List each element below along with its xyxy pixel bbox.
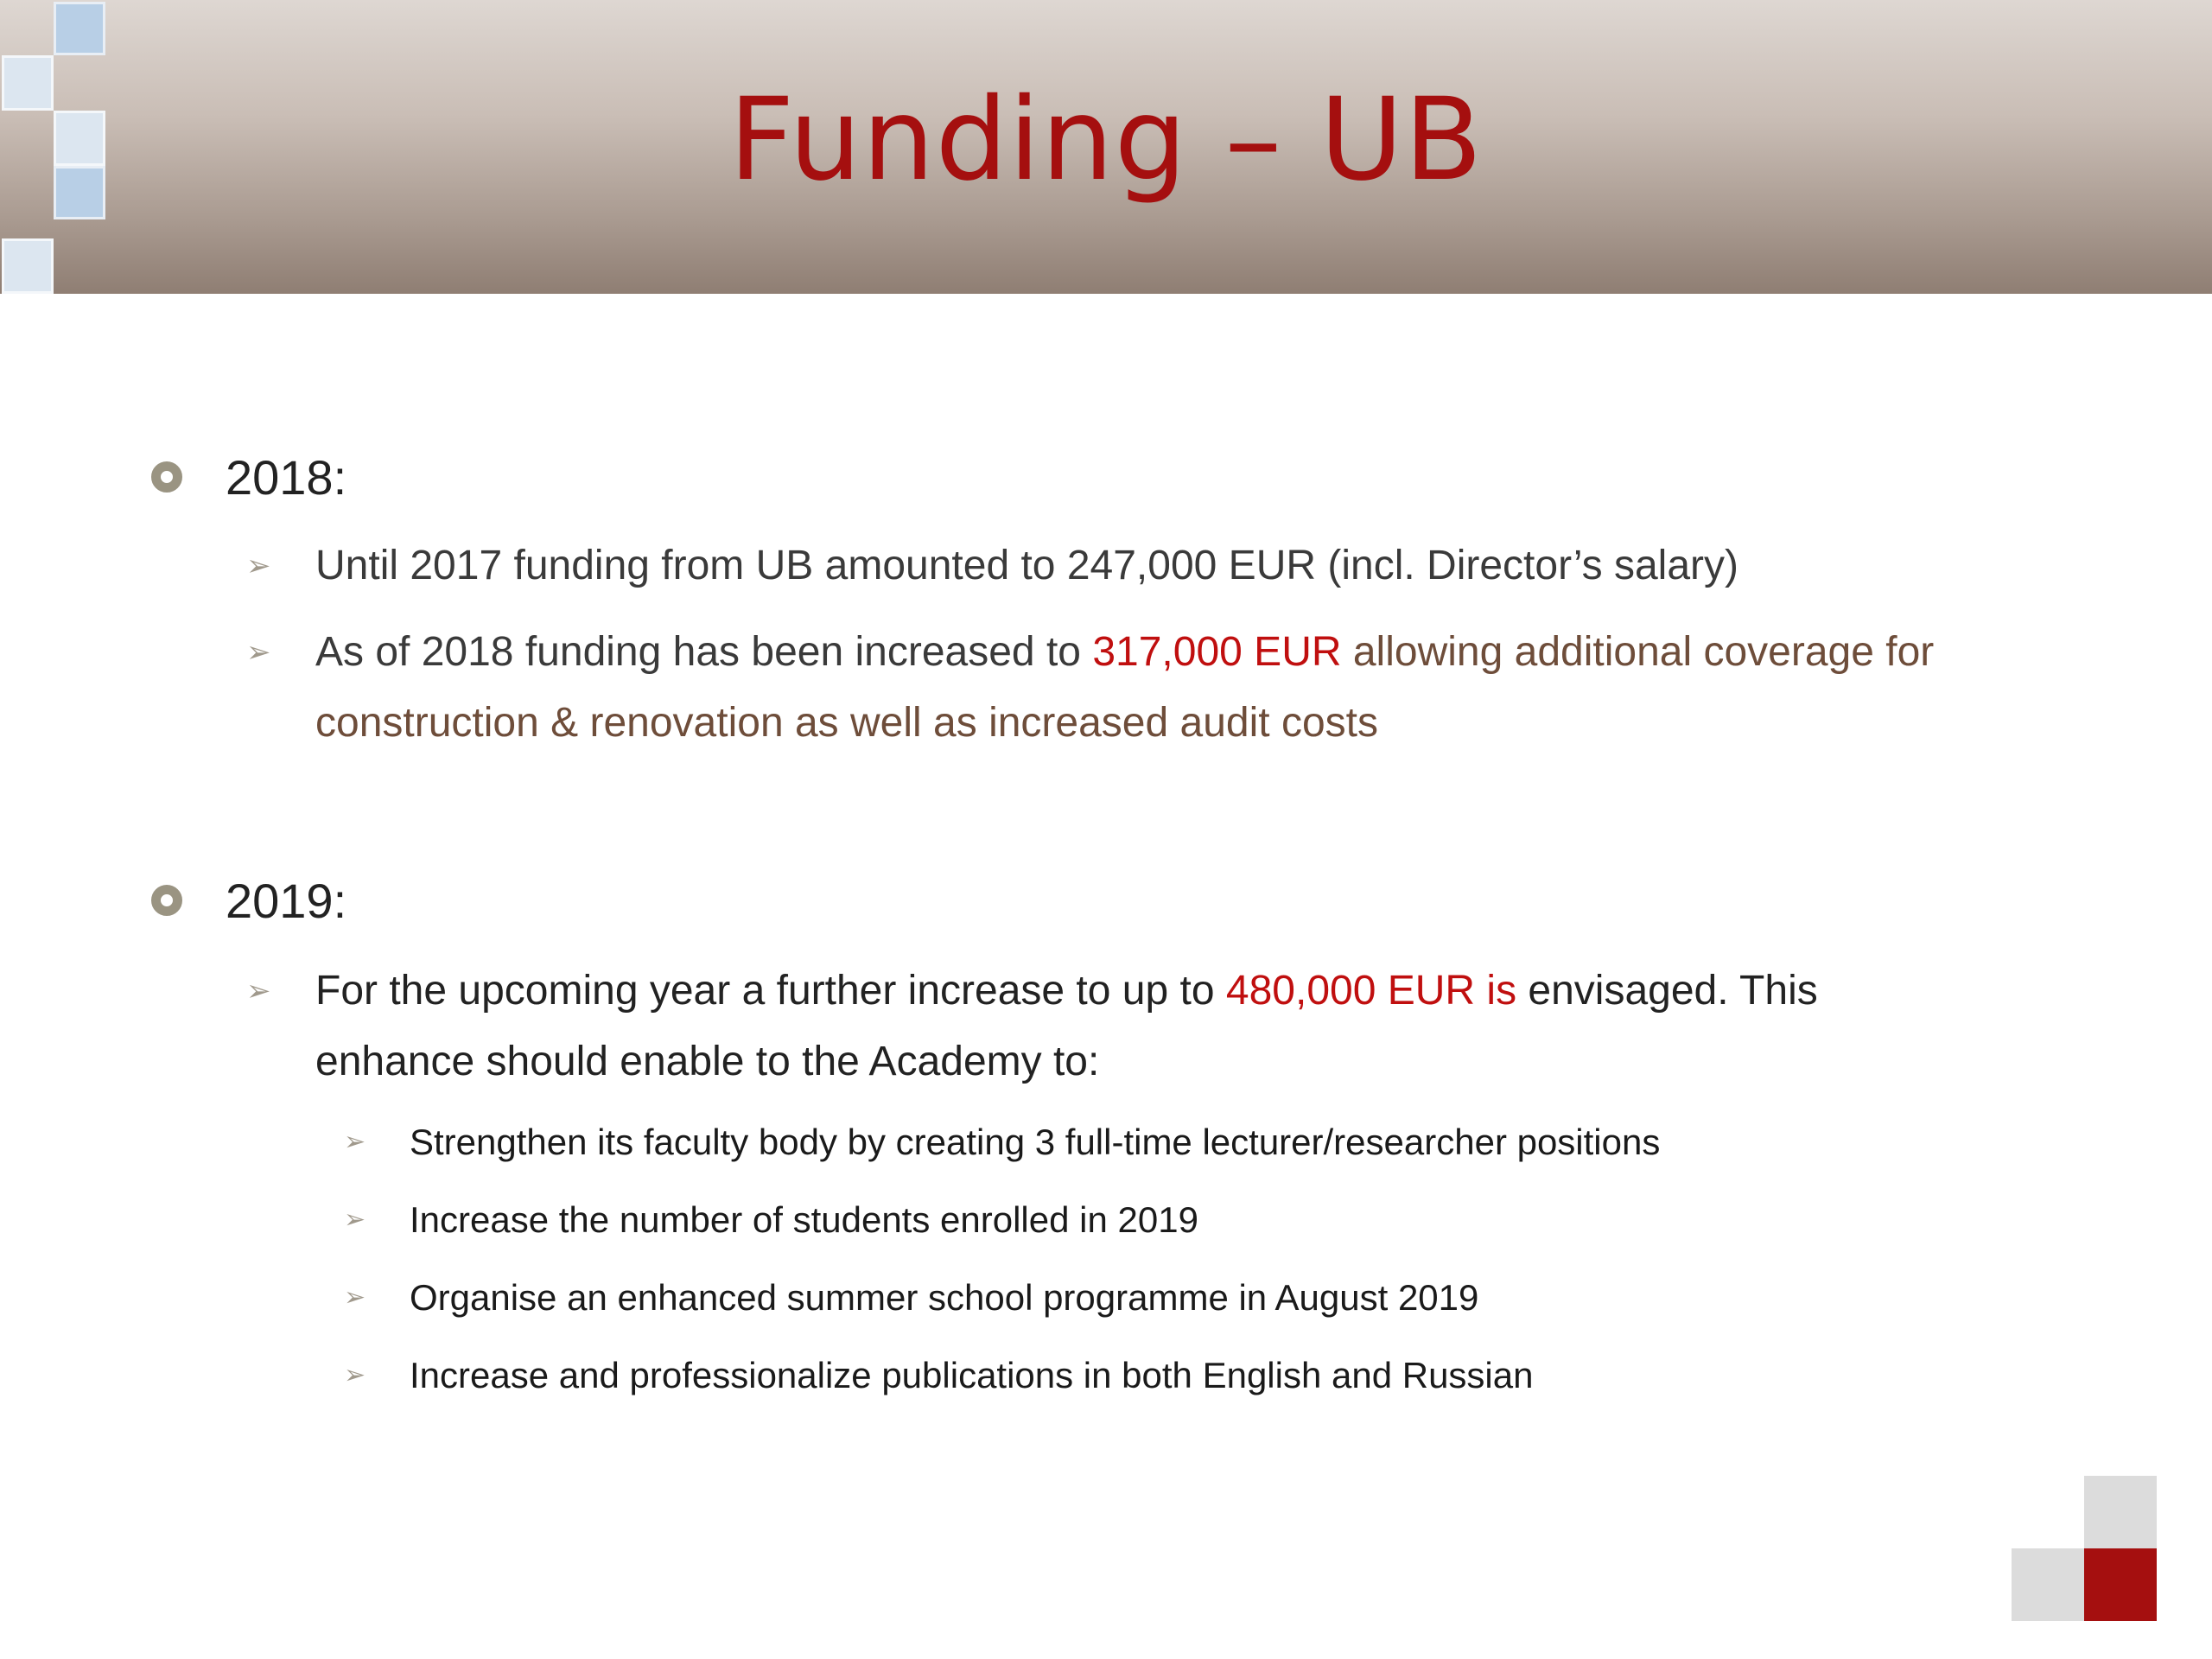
arrowhead-bullet-icon: ➢	[246, 550, 271, 582]
bullet-text-suffix: envisaged. This	[1516, 968, 1818, 1014]
bullet-text-prefix: As of 2018 funding has been increased to	[315, 629, 1093, 675]
sub-bullet-item	[344, 1190, 1986, 1250]
sub-bullet-text: Increase and professionalize publications in both English and Russian	[410, 1355, 1534, 1395]
section-2019	[151, 866, 346, 935]
section-2018	[151, 442, 346, 512]
arrowhead-bullet-icon: ➢	[344, 1361, 366, 1389]
arrowhead-bullet-icon: ➢	[344, 1128, 366, 1156]
bullet-text	[315, 617, 2113, 759]
arrowhead-bullet-icon: ➢	[246, 975, 271, 1007]
sub-bullet-text: Increase the number of students enrolled in 2019	[410, 1199, 1198, 1240]
arrowhead-bullet-icon: ➢	[344, 1283, 366, 1312]
sub-bullet-item	[344, 1268, 1986, 1328]
bullet-text-suffix: construction & renovation as well as increased audit costs	[315, 700, 1378, 746]
arrowhead-bullet-icon: ➢	[246, 636, 271, 669]
slide-title: Funding – UB	[728, 73, 1484, 207]
bullet-item	[246, 531, 2087, 601]
decor-square	[2084, 1548, 2157, 1621]
circle-bullet-icon	[151, 885, 182, 916]
bullet-text-prefix: For the upcoming year a further increase to up to	[315, 968, 1226, 1014]
sub-bullet-item	[344, 1345, 1986, 1406]
bullet-item	[246, 956, 2087, 1097]
arrowhead-bullet-icon: ➢	[344, 1205, 366, 1234]
sub-bullet-item	[344, 1112, 1986, 1173]
highlight-amount: 480,000 EUR is	[1225, 968, 1517, 1014]
sub-bullet-text: Organise an enhanced summer school programme in August 2019	[410, 1277, 1479, 1318]
circle-bullet-icon	[151, 461, 182, 493]
bullet-text	[315, 956, 2113, 1097]
section-heading: 2019:	[226, 873, 347, 928]
decor-square	[2084, 1476, 2157, 1548]
decor-square	[2012, 1548, 2084, 1621]
bullet-item	[246, 617, 2087, 759]
highlight-amount: 317,000 EUR	[1092, 629, 1342, 675]
sub-bullet-text: Strengthen its faculty body by creating 3 full-time lecturer/researcher positions	[410, 1122, 1661, 1162]
bullet-text-suffix: allowing additional coverage for	[1341, 629, 1935, 675]
section-heading: 2018:	[226, 449, 347, 505]
bullet-text: Until 2017 funding from UB amounted to 247,000 EUR (incl. Director’s salary)	[315, 543, 1738, 588]
bullet-text-suffix: enhance should enable to the Academy to:	[315, 1039, 1100, 1084]
